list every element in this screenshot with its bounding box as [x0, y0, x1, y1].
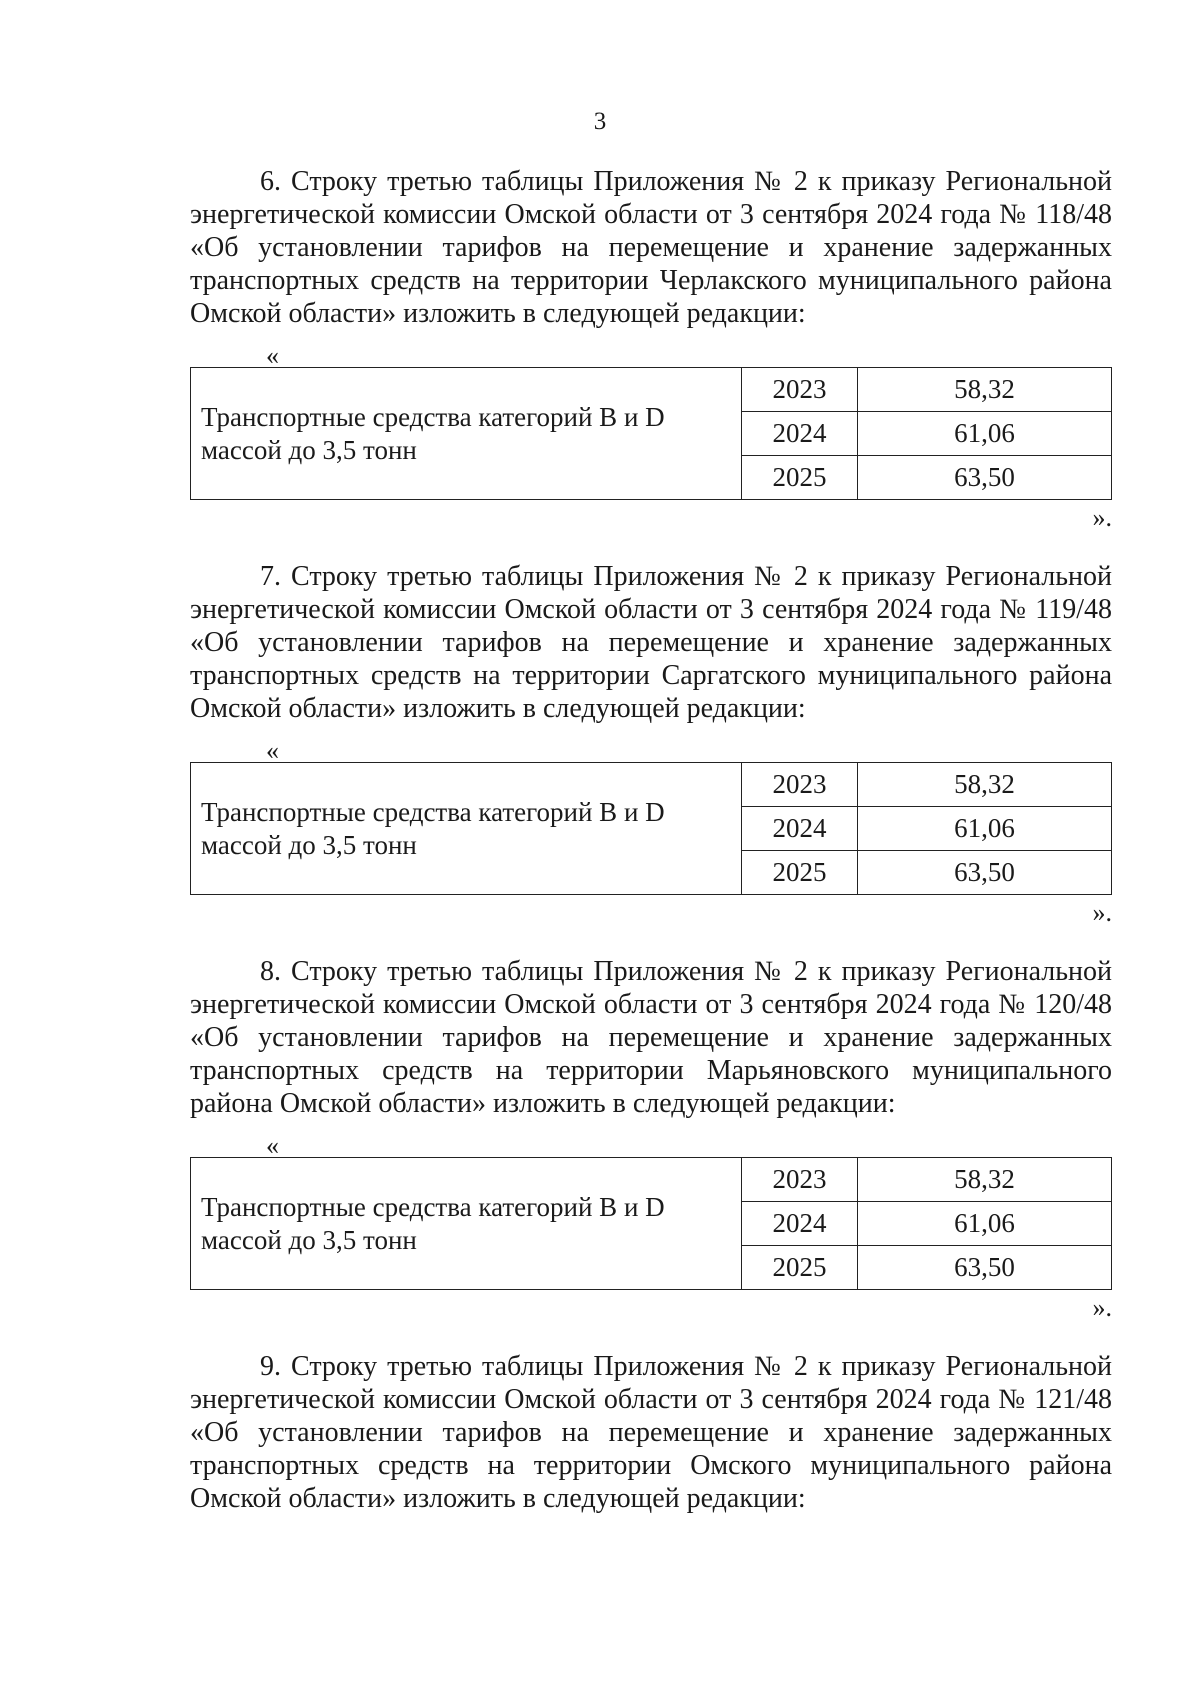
vehicle-category-cell: Транспортные средства категорий В и D массой до 3,5 тонн — [191, 368, 742, 500]
amendment-section-8 — [190, 955, 1112, 1322]
opening-quote: « — [266, 1131, 279, 1160]
tariff-value-cell: 63,50 — [858, 851, 1112, 895]
table-row — [191, 763, 1112, 807]
tariff-table — [190, 1157, 1112, 1290]
page-number: 3 — [593, 108, 607, 135]
tariff-value-cell: 58,32 — [858, 763, 1112, 807]
closing-quote: ». — [1092, 1293, 1112, 1322]
table-row — [191, 368, 1112, 412]
year-cell: 2025 — [742, 851, 858, 895]
tariff-value-cell: 63,50 — [858, 1246, 1112, 1290]
amendment-paragraph: 8. Строку третью таблицы Приложения № 2 к приказу Региональной энергетической комиссии Омской области от 3 сентября 2024 года № 120/48 «Об установлении тарифов на перемещение и хранение задержанных транспортных средств на территории Марьяновского муниципального района Омской области» изложить в следующей редакции: — [190, 956, 1112, 1119]
year-cell: 2023 — [742, 368, 858, 412]
closing-quote: ». — [1092, 898, 1112, 927]
amendment-section-6 — [190, 165, 1112, 532]
amendment-paragraph: 7. Строку третью таблицы Приложения № 2 к приказу Региональной энергетической комиссии Омской области от 3 сентября 2024 года № 119/48 «Об установлении тарифов на перемещение и хранение задержанных транспортных средств на территории Саргатского муниципального района Омской области» изложить в следующей редакции: — [190, 561, 1112, 724]
year-cell: 2024 — [742, 412, 858, 456]
year-cell: 2024 — [742, 807, 858, 851]
year-cell: 2023 — [742, 1158, 858, 1202]
opening-quote: « — [266, 736, 279, 765]
amendment-paragraph: 6. Строку третью таблицы Приложения № 2 к приказу Региональной энергетической комиссии Омской области от 3 сентября 2024 года № 118/48 «Об установлении тарифов на перемещение и хранение задержанных транспортных средств на территории Черлакского муниципального района Омской области» изложить в следующей редакции: — [190, 166, 1112, 329]
tariff-value-cell: 61,06 — [858, 412, 1112, 456]
tariff-value-cell: 61,06 — [858, 807, 1112, 851]
year-cell: 2024 — [742, 1202, 858, 1246]
tariff-table — [190, 762, 1112, 895]
vehicle-category-cell: Транспортные средства категорий В и D массой до 3,5 тонн — [191, 763, 742, 895]
year-cell: 2025 — [742, 1246, 858, 1290]
amendment-section-7 — [190, 560, 1112, 927]
year-cell: 2023 — [742, 763, 858, 807]
tariff-value-cell: 58,32 — [858, 1158, 1112, 1202]
vehicle-category-cell: Транспортные средства категорий В и D массой до 3,5 тонн — [191, 1158, 742, 1290]
tariff-value-cell: 58,32 — [858, 368, 1112, 412]
closing-quote: ». — [1092, 503, 1112, 532]
tariff-value-cell: 63,50 — [858, 456, 1112, 500]
tariff-value-cell: 61,06 — [858, 1202, 1112, 1246]
amendment-section-9 — [190, 1350, 1112, 1515]
amendment-paragraph: 9. Строку третью таблицы Приложения № 2 к приказу Региональной энергетической комиссии Омской области от 3 сентября 2024 года № 121/48 «Об установлении тарифов на перемещение и хранение задержанных транспортных средств на территории Омского муниципального района Омской области» изложить в следующей редакции: — [190, 1351, 1112, 1514]
tariff-table — [190, 367, 1112, 500]
table-row — [191, 1158, 1112, 1202]
opening-quote: « — [266, 341, 279, 370]
year-cell: 2025 — [742, 456, 858, 500]
